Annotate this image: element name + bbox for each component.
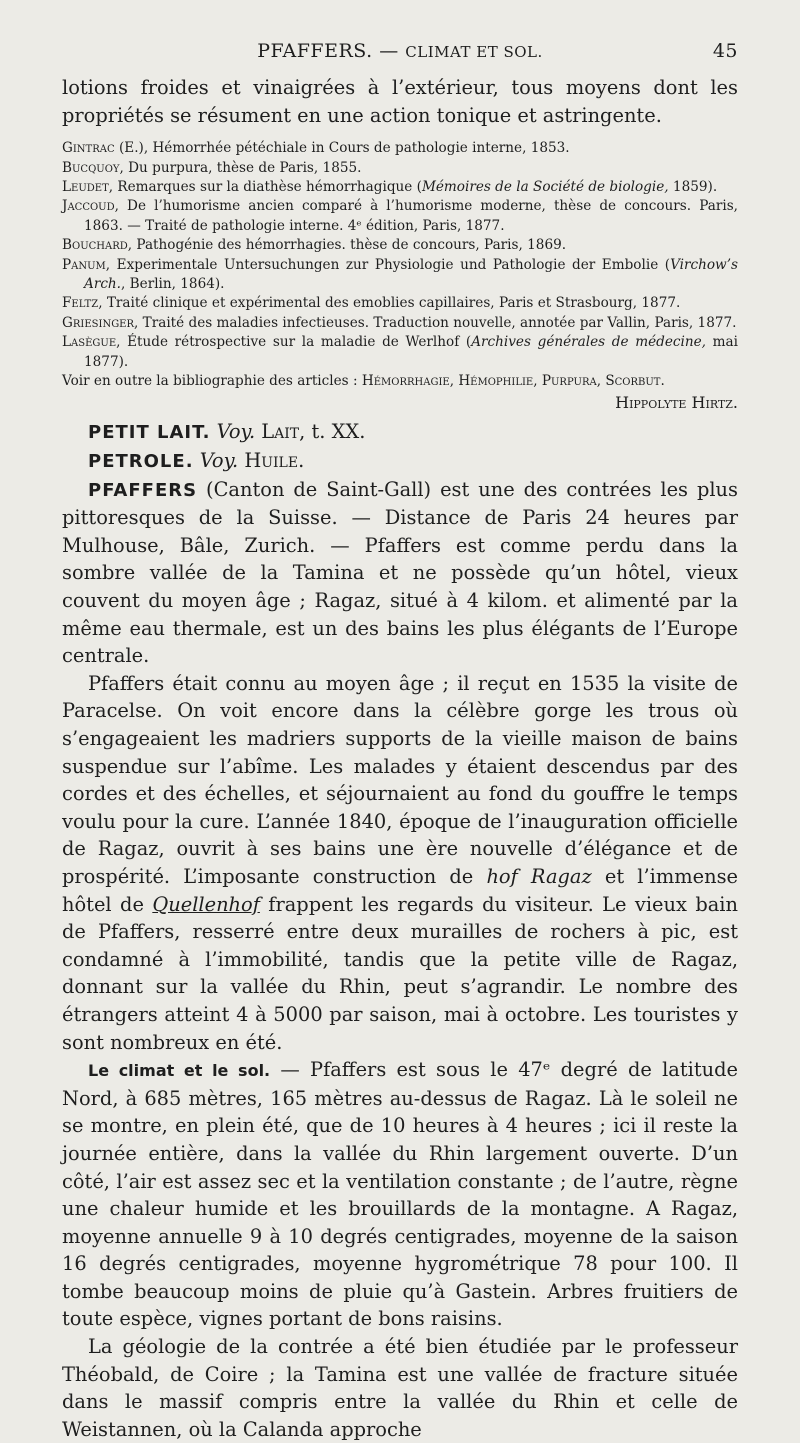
running-subtitle: CLIMAT ET SOL. xyxy=(405,43,543,61)
bib-text: , Étude rétrospective sur la maladie de Werlhof ( xyxy=(116,334,472,351)
bib-entry xyxy=(62,236,738,255)
bib-author: Bucquoy xyxy=(62,159,120,176)
bib-author: Feltz xyxy=(62,295,99,312)
bib-entry xyxy=(62,139,738,158)
pfaffers-quellenhof: Quellenhof xyxy=(152,892,260,916)
bib-entry xyxy=(62,333,738,372)
bib-author: Jaccoud xyxy=(62,198,115,215)
entry-head: PETIT LAIT. xyxy=(88,422,211,444)
bib-text: , Traité des maladies infectieuses. Traduction nouvelle, annotée par Vallin, Paris, 1877. xyxy=(134,314,737,331)
running-title: PFAFFERS. xyxy=(257,40,373,62)
pfaffers-paragraph-3 xyxy=(62,1056,738,1333)
entry-voy: Voy. xyxy=(210,420,256,444)
bib-after: 1859). xyxy=(668,179,718,195)
bib-entry xyxy=(62,159,738,178)
page-number: 45 xyxy=(712,40,738,62)
pfaffers-paragraph-4: La géologie de la contrée a été bien étudiée par le professeur Théobald, de Coire ; la Tamina est une vallée de fracture située dans le massif compris entre la vallée du Rhin et celle de Weistannen, où la Calanda approche xyxy=(62,1335,738,1441)
see-also xyxy=(62,372,738,391)
bib-author: Panum xyxy=(62,256,106,273)
pfaffers-paragraph-2 xyxy=(62,670,738,1056)
running-dash: — xyxy=(372,40,406,62)
pfaffers-head: PFAFFERS xyxy=(88,479,198,501)
entry-rest: , t. XX. xyxy=(299,420,366,444)
see-also-items: Hémorrhagie, Hémophilie, Purpura, Scorbut. xyxy=(361,373,665,390)
see-also-text: Voir en outre la bibliographie des articles : xyxy=(62,373,362,390)
author-signature: Hippolyte Hirtz. xyxy=(615,393,738,413)
pfaffers-paragraph-1 xyxy=(62,476,738,670)
bib-text: , Remarques sur la diathèse hémorrhagique ( xyxy=(108,179,422,195)
bib-text: , Traité clinique et expérimental des emoblies capillaires, Paris et Strasbourg, 1877. xyxy=(98,295,681,312)
bib-author: Gintrac xyxy=(62,140,115,157)
bib-text: , De l’humorisme ancien comparé à l’humorisme moderne, thèse de concours. Paris, 1863. — Traité de pathologie interne. 4ᵉ édition, Paris, 1877. xyxy=(84,198,738,234)
bib-journal: Archives générales de médecine, xyxy=(471,334,706,351)
entry-head: PETROLE. xyxy=(88,451,194,473)
bib-text: (E.), Hémorrhée pétéchiale in Cours de pathologie interne, 1853. xyxy=(114,140,570,157)
bib-author: Leudet xyxy=(62,179,109,195)
pfaffers-text-2c: frappent les regards du visiteur. Le vieux bain de Pfaffers, resserré entre deux murailles de rochers à pic, est condamné à l’immobilité, tandis que la petite ville de Ragaz, donnant sur la vallée du Rhin, peut s’agrandir. Le nombre des étrangers atteint 4 à 5000 par saison, mai à octobre. Les touristes y sont nombreux en été. xyxy=(62,892,738,1054)
bib-entry xyxy=(62,256,738,295)
pfaffers-text-2a: Pfaffers était connu au moyen âge ; il reçut en 1535 la visite de Paracelse. On voit encore dans la célèbre gorge les trous où s’engageaient les madriers supports de la vieille maison de bains suspendue sur l’abîme. Les malades y étaient descendus par des cordes et des échelles, et séjournaient au fond du gouffre le temps voulu pour la cure. L’année 1840, époque de l’inauguration officielle de Ragaz, ouvrit à ses bains une ère nouvelle d’élégance et de prospérité. L’imposante construction de xyxy=(62,671,738,888)
bib-after: , Berlin, 1864). xyxy=(121,276,225,293)
entry-target: Lait xyxy=(255,420,300,444)
pfaffers-text-2b: et l’immense hôtel de xyxy=(62,864,739,916)
intro-paragraph: lotions froides et vinaigrées à l’extérieur, tous moyens dont les propriétés se résument en une action tonique et astringente. xyxy=(62,76,738,127)
entry-petrole xyxy=(62,447,738,476)
entry-voy: Voy. xyxy=(193,449,239,473)
bib-text: , Experimentale Untersuchungen zur Physiologie und Pathologie der Embolie ( xyxy=(105,256,671,273)
bib-author: Griesinger xyxy=(62,314,135,331)
bib-entry xyxy=(62,314,738,333)
pfaffers-text-1: (Canton de Saint-Gall) est une des contrées les plus pittoresques de la Suisse. — Distance de Paris 24 heures par Mulhouse, Bâle, Zurich. — Pfaffers est comme perdu dans la sombre vallée de la Tamina et ne possède qu’un hôtel, vieux couvent du moyen âge ; Ragaz, situé à 4 kilom. et alimenté par la même eau thermale, est un des bains les plus élégants de l’Europe centrale. xyxy=(62,477,738,668)
bib-author: Lasègue xyxy=(62,334,117,351)
bib-entry xyxy=(62,197,738,236)
running-head xyxy=(62,40,738,74)
entry-target: Huile xyxy=(238,449,299,473)
bibliography xyxy=(62,139,738,391)
pfaffers-text-3: — Pfaffers est sous le 47ᵉ degré de latitude Nord, à 685 mètres, 165 mètres au-dessus de Ragaz. Là le soleil ne se montre, en plein été, que de 10 heures à 4 heures ; ici il reste la journée entière, dans la vallée du Rhin largement ouverte. D’un côté, l’air est assez sec et la ventilation constante ; de l’autre, règne une chaleur humide et les brouillards de la montagne. A Ragaz, moyenne annuelle 9 à 10 degrés centigrades, moyenne de la saison 16 degrés centigrades, moyenne hygrométrique 78 pour 100. Il tombe beaucoup moins de pluie qu’à Gastein. Arbres fruitiers de toute espèce, vignes portant de bons raisins. xyxy=(62,1058,738,1331)
bib-entry xyxy=(62,294,738,313)
bib-author: Bouchard xyxy=(62,237,128,254)
climat-heading: Le climat et le sol. xyxy=(88,1061,271,1081)
bib-after: mai 1877). xyxy=(84,334,738,370)
pfaffers-hof-ragaz: hof Ragaz xyxy=(486,864,592,888)
bib-text: , Du purpura, thèse de Paris, 1855. xyxy=(119,159,362,176)
bib-journal: Virchow’s Arch. xyxy=(84,256,738,293)
entry-rest: . xyxy=(298,449,305,473)
bib-journal: Mémoires de la Société de biologie, xyxy=(421,179,669,195)
entry-petit-lait xyxy=(62,418,738,447)
bib-text: , Pathogénie des hémorrhagies. thèse de concours, Paris, 1869. xyxy=(127,237,567,254)
bib-entry xyxy=(62,178,738,197)
